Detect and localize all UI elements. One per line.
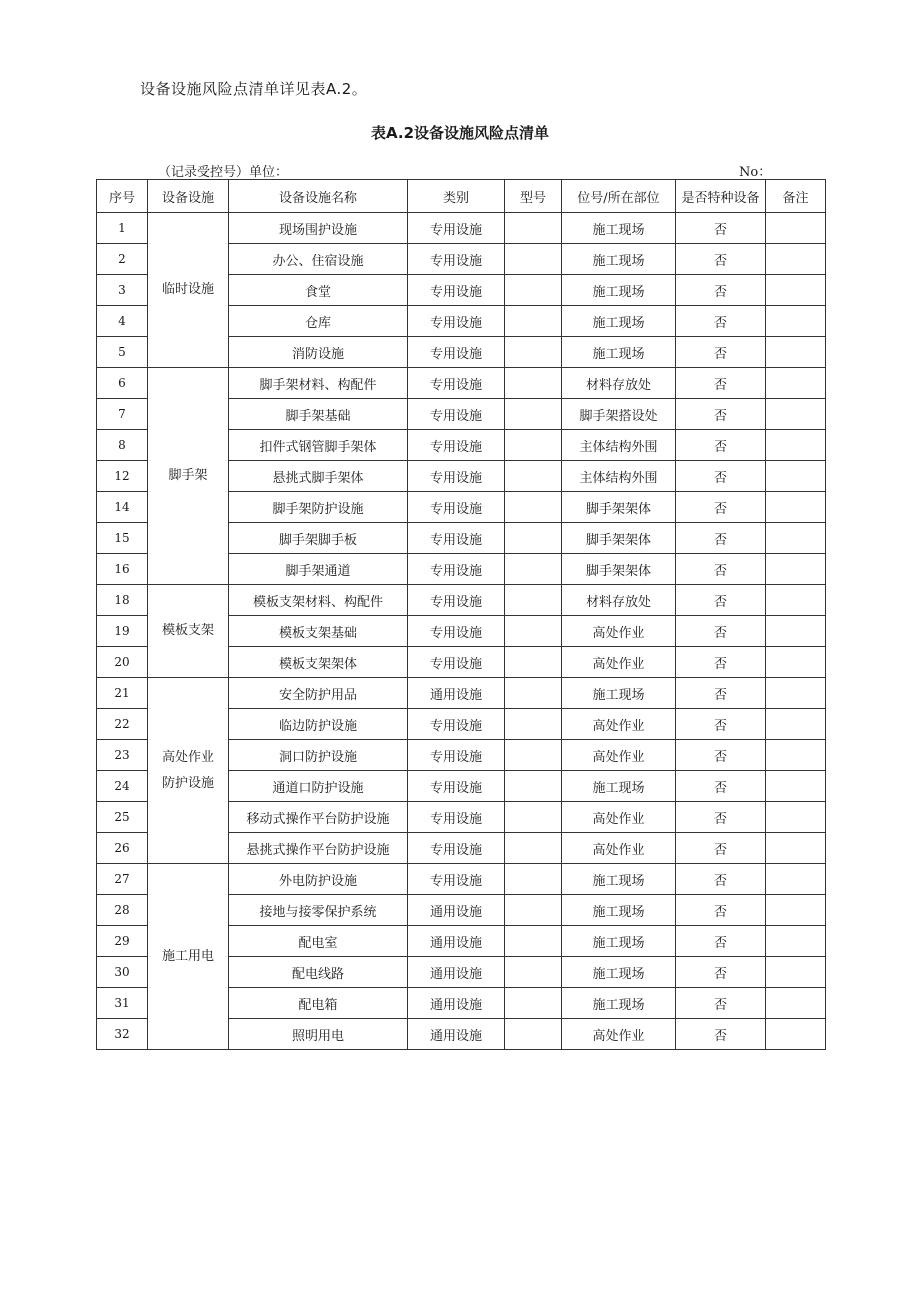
cell-location: 高处作业	[562, 647, 676, 678]
header-category: 设备设施	[148, 180, 229, 213]
cell-name: 配电室	[229, 926, 408, 957]
cell-special: 否	[676, 244, 766, 275]
cell-model	[505, 678, 562, 709]
cell-type: 专用设施	[408, 709, 505, 740]
cell-special: 否	[676, 833, 766, 864]
table-title: 表A.2设备设施风险点清单	[370, 124, 550, 142]
cell-remark	[766, 554, 826, 585]
cell-remark	[766, 492, 826, 523]
cell-model	[505, 306, 562, 337]
cell-type: 通用设施	[408, 678, 505, 709]
cell-remark	[766, 802, 826, 833]
cell-name: 模板支架材料、构配件	[229, 585, 408, 616]
cell-name: 办公、住宿设施	[229, 244, 408, 275]
cell-special: 否	[676, 523, 766, 554]
cell-special: 否	[676, 709, 766, 740]
cell-location: 高处作业	[562, 740, 676, 771]
cell-index: 26	[97, 833, 148, 864]
cell-special: 否	[676, 1019, 766, 1050]
cell-location: 高处作业	[562, 709, 676, 740]
cell-type: 专用设施	[408, 492, 505, 523]
cell-special: 否	[676, 647, 766, 678]
cell-type: 通用设施	[408, 895, 505, 926]
cell-remark	[766, 1019, 826, 1050]
cell-model	[505, 492, 562, 523]
cell-special: 否	[676, 988, 766, 1019]
cell-name: 配电箱	[229, 988, 408, 1019]
cell-name: 仓库	[229, 306, 408, 337]
cell-type: 专用设施	[408, 616, 505, 647]
cell-remark	[766, 523, 826, 554]
cell-index: 31	[97, 988, 148, 1019]
cell-type: 专用设施	[408, 585, 505, 616]
cell-model	[505, 616, 562, 647]
cell-special: 否	[676, 430, 766, 461]
cell-type: 专用设施	[408, 740, 505, 771]
cell-location: 高处作业	[562, 616, 676, 647]
cell-name: 脚手架防护设施	[229, 492, 408, 523]
cell-name: 悬挑式操作平台防护设施	[229, 833, 408, 864]
cell-model	[505, 864, 562, 895]
header-remark: 备注	[766, 180, 826, 213]
cell-location: 主体结构外围	[562, 430, 676, 461]
cell-special: 否	[676, 771, 766, 802]
cell-category	[148, 864, 229, 1050]
cell-name: 外电防护设施	[229, 864, 408, 895]
cell-model	[505, 554, 562, 585]
cell-type: 专用设施	[408, 368, 505, 399]
cell-remark	[766, 740, 826, 771]
cell-name: 脚手架材料、构配件	[229, 368, 408, 399]
cell-model	[505, 802, 562, 833]
cell-location: 材料存放处	[562, 368, 676, 399]
cell-special: 否	[676, 740, 766, 771]
cell-index: 2	[97, 244, 148, 275]
cell-location: 施工现场	[562, 275, 676, 306]
category-line: 防护设施	[161, 775, 214, 791]
cell-index: 32	[97, 1019, 148, 1050]
cell-name: 模板支架基础	[229, 616, 408, 647]
cell-name: 食堂	[229, 275, 408, 306]
table-row	[97, 585, 826, 616]
cell-index: 18	[97, 585, 148, 616]
cell-type: 专用设施	[408, 306, 505, 337]
cell-type: 专用设施	[408, 461, 505, 492]
cell-remark	[766, 461, 826, 492]
cell-index: 12	[97, 461, 148, 492]
cell-model	[505, 740, 562, 771]
cell-remark	[766, 616, 826, 647]
unit-label: （记录受控号）单位：	[158, 165, 289, 180]
cell-location: 高处作业	[562, 833, 676, 864]
cell-location: 高处作业	[562, 1019, 676, 1050]
cell-special: 否	[676, 275, 766, 306]
cell-remark	[766, 585, 826, 616]
cell-type: 通用设施	[408, 926, 505, 957]
cell-category	[148, 213, 229, 368]
cell-name: 脚手架通道	[229, 554, 408, 585]
cell-name: 通道口防护设施	[229, 771, 408, 802]
header-name: 设备设施名称	[229, 180, 408, 213]
cell-type: 通用设施	[408, 1019, 505, 1050]
cell-model	[505, 523, 562, 554]
cell-remark	[766, 244, 826, 275]
cell-index: 16	[97, 554, 148, 585]
cell-index: 15	[97, 523, 148, 554]
header-special: 是否特种设备	[676, 180, 766, 213]
cell-name: 安全防护用品	[229, 678, 408, 709]
cell-name: 悬挑式脚手架体	[229, 461, 408, 492]
cell-location: 施工现场	[562, 213, 676, 244]
cell-location: 施工现场	[562, 337, 676, 368]
cell-name: 照明用电	[229, 1019, 408, 1050]
cell-special: 否	[676, 306, 766, 337]
cell-model	[505, 833, 562, 864]
cell-index: 1	[97, 213, 148, 244]
category-line: 高处作业	[161, 749, 214, 765]
cell-remark	[766, 678, 826, 709]
category-line: 临时设施	[161, 282, 214, 297]
cell-index: 19	[97, 616, 148, 647]
cell-type: 专用设施	[408, 523, 505, 554]
cell-remark	[766, 399, 826, 430]
cell-special: 否	[676, 492, 766, 523]
cell-index: 24	[97, 771, 148, 802]
cell-category	[148, 585, 229, 678]
cell-special: 否	[676, 616, 766, 647]
cell-location: 材料存放处	[562, 585, 676, 616]
cell-location: 施工现场	[562, 244, 676, 275]
cell-special: 否	[676, 368, 766, 399]
cell-type: 专用设施	[408, 647, 505, 678]
cell-remark	[766, 275, 826, 306]
cell-index: 20	[97, 647, 148, 678]
cell-special: 否	[676, 895, 766, 926]
cell-remark	[766, 864, 826, 895]
cell-special: 否	[676, 213, 766, 244]
cell-index: 21	[97, 678, 148, 709]
cell-model	[505, 399, 562, 430]
cell-location: 施工现场	[562, 988, 676, 1019]
cell-name: 现场围护设施	[229, 213, 408, 244]
table-row	[97, 213, 826, 244]
cell-name: 脚手架基础	[229, 399, 408, 430]
cell-index: 29	[97, 926, 148, 957]
cell-remark	[766, 337, 826, 368]
cell-special: 否	[676, 337, 766, 368]
cell-index: 8	[97, 430, 148, 461]
cell-model	[505, 213, 562, 244]
cell-model	[505, 461, 562, 492]
cell-index: 4	[97, 306, 148, 337]
cell-type: 专用设施	[408, 864, 505, 895]
risk-point-table	[96, 179, 826, 1050]
cell-model	[505, 988, 562, 1019]
cell-index: 14	[97, 492, 148, 523]
cell-type: 专用设施	[408, 430, 505, 461]
cell-special: 否	[676, 554, 766, 585]
cell-remark	[766, 771, 826, 802]
cell-name: 扣件式钢管脚手架体	[229, 430, 408, 461]
cell-remark	[766, 957, 826, 988]
cell-location: 施工现场	[562, 864, 676, 895]
cell-location: 脚手架架体	[562, 523, 676, 554]
cell-special: 否	[676, 864, 766, 895]
cell-remark	[766, 647, 826, 678]
table-row	[97, 368, 826, 399]
cell-location: 脚手架搭设处	[562, 399, 676, 430]
cell-remark	[766, 430, 826, 461]
header-type: 类别	[408, 180, 505, 213]
cell-location: 施工现场	[562, 895, 676, 926]
cell-location: 高处作业	[562, 802, 676, 833]
cell-index: 5	[97, 337, 148, 368]
cell-category	[148, 678, 229, 864]
table-row	[97, 864, 826, 895]
table-header-row	[97, 180, 826, 213]
cell-model	[505, 1019, 562, 1050]
table-body	[97, 213, 826, 1050]
cell-location: 施工现场	[562, 771, 676, 802]
cell-type: 专用设施	[408, 275, 505, 306]
category-line: 施工用电	[161, 948, 214, 964]
cell-type: 专用设施	[408, 771, 505, 802]
cell-name: 移动式操作平台防护设施	[229, 802, 408, 833]
cell-index: 27	[97, 864, 148, 895]
cell-special: 否	[676, 678, 766, 709]
cell-remark	[766, 988, 826, 1019]
cell-model	[505, 771, 562, 802]
cell-model	[505, 585, 562, 616]
category-line: 模板支架	[161, 623, 214, 638]
cell-special: 否	[676, 926, 766, 957]
category-line: 脚手架	[168, 468, 208, 483]
cell-special: 否	[676, 957, 766, 988]
cell-index: 28	[97, 895, 148, 926]
cell-model	[505, 244, 562, 275]
cell-location: 施工现场	[562, 957, 676, 988]
header-model: 型号	[505, 180, 562, 213]
cell-name: 接地与接零保护系统	[229, 895, 408, 926]
cell-model	[505, 647, 562, 678]
cell-model	[505, 895, 562, 926]
cell-remark	[766, 709, 826, 740]
cell-name: 脚手架脚手板	[229, 523, 408, 554]
header-index: 序号	[97, 180, 148, 213]
cell-special: 否	[676, 461, 766, 492]
cell-type: 专用设施	[408, 554, 505, 585]
cell-model	[505, 368, 562, 399]
cell-location: 主体结构外围	[562, 461, 676, 492]
cell-index: 3	[97, 275, 148, 306]
cell-model	[505, 430, 562, 461]
table-row	[97, 678, 826, 709]
cell-special: 否	[676, 585, 766, 616]
cell-index: 7	[97, 399, 148, 430]
cell-remark	[766, 368, 826, 399]
cell-type: 专用设施	[408, 337, 505, 368]
cell-type: 专用设施	[408, 244, 505, 275]
cell-location: 脚手架架体	[562, 492, 676, 523]
cell-index: 23	[97, 740, 148, 771]
no-label: No：	[739, 165, 772, 180]
cell-name: 临边防护设施	[229, 709, 408, 740]
cell-index: 25	[97, 802, 148, 833]
cell-name: 模板支架架体	[229, 647, 408, 678]
header-location: 位号/所在部位	[562, 180, 676, 213]
cell-special: 否	[676, 802, 766, 833]
cell-remark	[766, 895, 826, 926]
cell-name: 配电线路	[229, 957, 408, 988]
cell-type: 专用设施	[408, 802, 505, 833]
cell-location: 施工现场	[562, 926, 676, 957]
cell-type: 专用设施	[408, 399, 505, 430]
cell-model	[505, 275, 562, 306]
cell-type: 专用设施	[408, 213, 505, 244]
cell-model	[505, 337, 562, 368]
cell-type: 通用设施	[408, 988, 505, 1019]
cell-model	[505, 957, 562, 988]
cell-index: 22	[97, 709, 148, 740]
cell-remark	[766, 926, 826, 957]
cell-category	[148, 368, 229, 585]
cell-name: 消防设施	[229, 337, 408, 368]
cell-special: 否	[676, 399, 766, 430]
cell-model	[505, 709, 562, 740]
cell-index: 6	[97, 368, 148, 399]
cell-name: 洞口防护设施	[229, 740, 408, 771]
cell-location: 施工现场	[562, 678, 676, 709]
cell-location: 脚手架架体	[562, 554, 676, 585]
cell-index: 30	[97, 957, 148, 988]
cell-type: 通用设施	[408, 957, 505, 988]
cell-location: 施工现场	[562, 306, 676, 337]
cell-remark	[766, 213, 826, 244]
intro-text: 设备设施风险点清单详见表A.2。	[140, 80, 368, 98]
cell-type: 专用设施	[408, 833, 505, 864]
cell-model	[505, 926, 562, 957]
cell-remark	[766, 833, 826, 864]
cell-remark	[766, 306, 826, 337]
